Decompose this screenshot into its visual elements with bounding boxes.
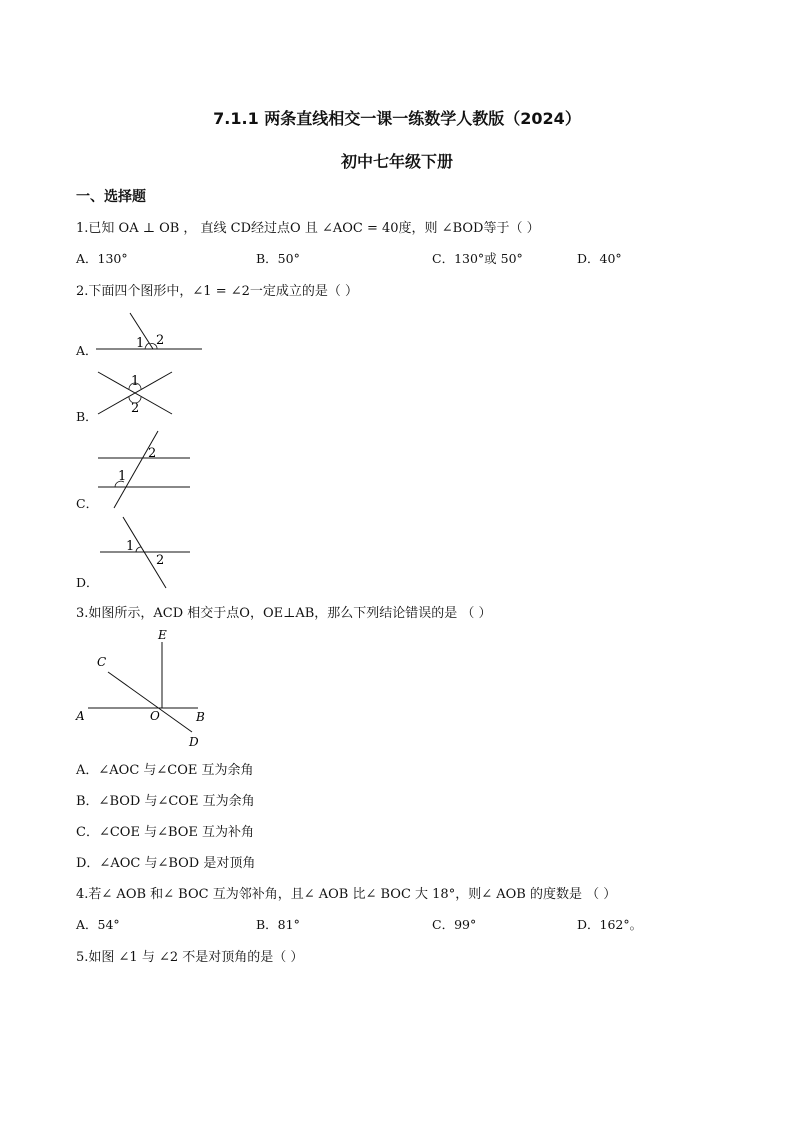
- fig-label-2: 2: [156, 553, 165, 568]
- question-2-stem: 2.下面四个图形中，∠1 = ∠2一定成立的是（ ）: [76, 284, 359, 299]
- fig-label-O: O: [150, 709, 160, 723]
- fig-label-E: E: [158, 628, 167, 642]
- fig-label-D: D: [189, 735, 199, 749]
- q4-option-a: A．54°: [76, 917, 120, 932]
- fig-label-2: 2: [156, 333, 165, 348]
- q2-option-a: A．: [76, 343, 98, 358]
- q2-option-d: D．: [76, 575, 99, 590]
- fig-label-2: 2: [131, 401, 140, 416]
- fig-label-1: 1: [136, 336, 145, 351]
- q2-figure-b: [90, 368, 180, 418]
- q4-option-d: D．162°。: [577, 917, 643, 932]
- fig-label-1: 1: [131, 374, 140, 389]
- page-subtitle: 初中七年级下册: [340, 152, 453, 171]
- q2-figure-c: [90, 428, 200, 510]
- q3-option-a: A．∠AOC 与∠COE 互为余角: [76, 763, 254, 778]
- q1-option-a: A．130°: [76, 251, 128, 266]
- q3-option-c: C．∠COE 与∠BOE 互为补角: [76, 825, 255, 840]
- question-5-stem: 5.如图 ∠1 与 ∠2 不是对顶角的是（ ）: [76, 950, 304, 965]
- question-4-stem: 4.若∠ AOB 和∠ BOC 互为邻补角，且∠ AOB 比∠ BOC 大 18°，则∠ AOB 的度数是 （ ）: [76, 887, 617, 902]
- fig-label-C: C: [97, 655, 107, 669]
- q2-option-b: B．: [76, 409, 98, 424]
- q4-option-b: B．81°: [256, 917, 300, 932]
- q2-figure-d: [90, 514, 200, 590]
- fig-label-1: 1: [118, 469, 127, 484]
- q3-option-d: D．∠AOC 与∠BOD 是对顶角: [76, 856, 256, 871]
- q4-option-c: C．99°: [432, 917, 477, 932]
- q2-option-c: C．: [76, 496, 99, 511]
- fig-label-B: B: [196, 710, 205, 724]
- q3-option-b: B．∠BOD 与∠COE 互为余角: [76, 794, 255, 809]
- fig-label-2: 2: [148, 446, 157, 461]
- q1-option-d: D．40°: [577, 251, 622, 266]
- q1-option-c: C．130°或 50°: [432, 251, 523, 266]
- q1-option-b: B．50°: [256, 251, 300, 266]
- fig-label-A: A: [76, 709, 85, 723]
- fig-label-1: 1: [126, 539, 135, 554]
- question-3-stem: 3.如图所示，ACD 相交于点O，OE⊥AB，那么下列结论错误的是 （ ）: [76, 606, 492, 621]
- q2-figure-a: [90, 308, 210, 358]
- q3-figure: [74, 626, 214, 750]
- section-heading: 一、选择题: [76, 189, 146, 205]
- question-1-stem: 1.已知 OA ⊥ OB ， 直线 CD经过点O 且 ∠AOC = 40度，则 ∠BOD等于（ ）: [76, 221, 540, 236]
- page-title: 7.1.1 两条直线相交一课一练数学人教版（2024）: [213, 109, 581, 128]
